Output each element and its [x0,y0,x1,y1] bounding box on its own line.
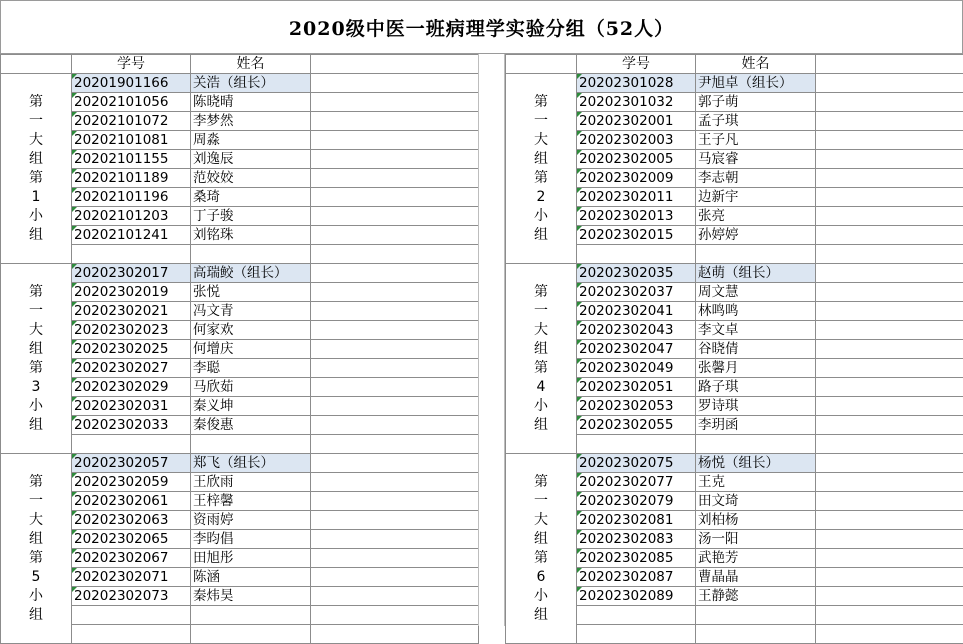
group-label-char: 第 [1,473,71,492]
table-row [1,74,479,93]
student-id-cell[interactable]: 20202302047 [577,340,696,359]
empty-cell[interactable] [311,530,479,549]
table-row [1,530,479,549]
group-label-char: 第 [506,93,576,112]
student-name-cell[interactable]: 李文卓 [696,321,816,340]
student-id-cell[interactable]: 20202302013 [577,207,696,226]
student-id-cell[interactable]: 20202302037 [577,283,696,302]
student-name-cell[interactable]: 张亮 [696,207,816,226]
table-row [1,568,479,587]
empty-cell[interactable] [816,378,963,397]
empty-cell[interactable] [816,511,963,530]
student-id-cell[interactable]: 20202302023 [72,321,191,340]
table-row [1,587,479,606]
empty-cell[interactable] [311,169,479,188]
empty-cell[interactable] [311,511,479,530]
table-row [1,340,479,359]
group-label-char: 组 [506,416,576,435]
student-name-cell[interactable]: 王静懿 [696,587,816,606]
student-id-cell[interactable]: 20202101203 [72,207,191,226]
student-id-cell[interactable]: 20202302051 [577,378,696,397]
student-name-cell[interactable]: 何家欢 [191,321,311,340]
table-row [1,150,479,169]
empty-cell[interactable] [816,473,963,492]
student-id-cell[interactable]: 20202302015 [577,226,696,245]
group-label-char: 一 [506,492,576,511]
student-id-cell[interactable]: 20202302005 [577,150,696,169]
group-label-char: 4 [506,378,576,397]
student-id-cell[interactable]: 20202302075 [577,454,696,473]
empty-cell[interactable] [311,188,479,207]
student-id-cell[interactable]: 20202302017 [72,264,191,283]
student-name-cell[interactable]: 赵萌（组长） [696,264,816,283]
empty-cell[interactable] [311,473,479,492]
group-label-char: 一 [506,302,576,321]
student-name-cell[interactable]: 武艳芳 [696,549,816,568]
group-label-cell[interactable] [506,454,577,644]
student-id-cell[interactable]: 20202302003 [577,131,696,150]
table-row [1,378,479,397]
student-name-cell[interactable]: 何增庆 [191,340,311,359]
empty-cell[interactable] [816,416,963,435]
group-label-char: 5 [1,568,71,587]
student-id-cell[interactable]: 20202101155 [72,150,191,169]
empty-cell[interactable] [311,625,479,644]
student-name-cell[interactable]: 郭子萌 [696,93,816,112]
student-name-cell[interactable]: 桑琦 [191,188,311,207]
student-id-cell[interactable]: 20202302089 [577,587,696,606]
header-row [1,55,479,74]
group-label-char: 组 [506,226,576,245]
group-label-char: 第 [1,93,71,112]
table-row [1,188,479,207]
group-label-char: 第 [1,359,71,378]
student-name-cell[interactable]: 资雨婷 [191,511,311,530]
student-name-cell[interactable]: 刘柏杨 [696,511,816,530]
empty-cell[interactable] [816,606,963,625]
group-label-char: 组 [506,340,576,359]
right-panel [505,54,963,644]
header-id-cell[interactable]: 学号 [577,55,696,74]
group-label-char: 第 [1,283,71,302]
student-id-cell[interactable]: 20202302081 [577,511,696,530]
group-label-cell[interactable] [1,74,72,264]
student-name-cell[interactable]: 周淼 [191,131,311,150]
sheet-title: 2020级中医一班病理学实验分组（52人） [0,0,963,54]
student-id-cell[interactable] [72,245,191,264]
table-row [506,74,963,93]
student-id-cell[interactable]: 20202302025 [72,340,191,359]
group-label-char: 小 [506,207,576,226]
empty-cell[interactable] [311,302,479,321]
student-id-cell[interactable]: 20202101196 [72,188,191,207]
column-gap [478,54,505,626]
group-label-char: 组 [506,606,576,625]
table-row [1,416,479,435]
student-id-cell[interactable]: 20202302059 [72,473,191,492]
group-label-char: 第 [506,473,576,492]
group-label-char: 大 [1,511,71,530]
student-name-cell[interactable]: 李昀倡 [191,530,311,549]
table-row [1,492,479,511]
empty-cell[interactable] [816,568,963,587]
student-name-cell[interactable]: 孟子琪 [696,112,816,131]
table-row [1,549,479,568]
table-row [1,302,479,321]
empty-cell[interactable] [311,378,479,397]
empty-cell[interactable] [311,283,479,302]
student-name-cell[interactable]: 谷晓倩 [696,340,816,359]
group-label-char: 组 [1,416,71,435]
student-id-cell[interactable]: 20202302009 [577,169,696,188]
student-name-cell[interactable]: 马宸睿 [696,150,816,169]
table-row [1,131,479,150]
group-label-cell[interactable] [1,454,72,644]
student-name-cell[interactable]: 罗诗琪 [696,397,816,416]
group-label-char: 大 [1,131,71,150]
student-id-cell[interactable]: 20202302055 [577,416,696,435]
table-row [1,511,479,530]
student-name-cell[interactable]: 李聪 [191,359,311,378]
student-name-cell[interactable]: 马欣茹 [191,378,311,397]
student-id-cell[interactable] [72,625,191,644]
table-row [1,169,479,188]
empty-cell[interactable] [816,587,963,606]
empty-cell[interactable] [311,226,479,245]
empty-cell[interactable] [816,169,963,188]
empty-cell[interactable] [816,397,963,416]
student-name-cell[interactable]: 王子凡 [696,131,816,150]
student-id-cell[interactable]: 20202302021 [72,302,191,321]
student-name-cell[interactable]: 陈涵 [191,568,311,587]
student-name-cell[interactable]: 丁子骏 [191,207,311,226]
table-row [1,264,479,283]
student-name-cell[interactable]: 范姣姣 [191,169,311,188]
student-name-cell[interactable]: 关浩（组长） [191,74,311,93]
group-label-char: 一 [1,492,71,511]
student-name-cell[interactable]: 高瑞鲛（组长） [191,264,311,283]
group-label-char: 第 [506,283,576,302]
student-id-cell[interactable]: 20202302033 [72,416,191,435]
empty-cell[interactable] [311,587,479,606]
student-id-cell[interactable]: 20202302083 [577,530,696,549]
header-blank-cell[interactable] [506,55,577,74]
student-id-cell[interactable] [72,435,191,454]
student-name-cell[interactable]: 李志朝 [696,169,816,188]
student-name-cell[interactable]: 刘铭珠 [191,226,311,245]
student-id-cell[interactable]: 20202302077 [577,473,696,492]
student-id-cell[interactable]: 20202301028 [577,74,696,93]
empty-cell[interactable] [311,112,479,131]
group-label-char: 第 [506,549,576,568]
table-row [1,321,479,340]
group-label-char: 2 [506,188,576,207]
empty-cell[interactable] [816,283,963,302]
student-id-cell[interactable]: 20202101072 [72,112,191,131]
group-label-char: 第 [506,169,576,188]
table-row [1,473,479,492]
student-id-cell[interactable]: 20202302031 [72,397,191,416]
student-name-cell[interactable]: 张悦 [191,283,311,302]
student-id-cell[interactable] [72,606,191,625]
student-id-cell[interactable]: 20202101056 [72,93,191,112]
student-name-cell[interactable]: 秦炜昊 [191,587,311,606]
student-name-cell[interactable]: 周文慧 [696,283,816,302]
empty-cell[interactable] [311,549,479,568]
student-name-cell[interactable]: 汤一阳 [696,530,816,549]
group-label-char: 大 [506,321,576,340]
student-name-cell[interactable] [696,606,816,625]
group-label-char: 1 [1,188,71,207]
student-id-cell[interactable]: 20202302043 [577,321,696,340]
header-name-cell[interactable]: 姓名 [696,55,816,74]
empty-cell[interactable] [311,435,479,454]
student-name-cell[interactable]: 秦义坤 [191,397,311,416]
empty-cell[interactable] [816,454,963,473]
student-name-cell[interactable] [696,625,816,644]
student-id-cell[interactable]: 20202302001 [577,112,696,131]
student-name-cell[interactable]: 路子琪 [696,378,816,397]
student-id-cell[interactable]: 20202302035 [577,264,696,283]
group-label-char: 组 [1,606,71,625]
student-id-cell[interactable]: 20202302063 [72,511,191,530]
table-row [1,283,479,302]
empty-cell[interactable] [816,625,963,644]
student-name-cell[interactable]: 尹旭卓（组长） [696,74,816,93]
table-row [1,454,479,473]
group-label-char: 组 [506,150,576,169]
group-label-char: 小 [1,207,71,226]
student-name-cell[interactable]: 田文琦 [696,492,816,511]
student-id-cell[interactable]: 20202302041 [577,302,696,321]
student-id-cell[interactable]: 20202302073 [72,587,191,606]
table-row [506,264,963,283]
group-label-char: 大 [1,321,71,340]
student-name-cell[interactable]: 陈晓晴 [191,93,311,112]
empty-cell[interactable] [816,188,963,207]
group-label-cell[interactable] [506,264,577,454]
empty-cell[interactable] [816,321,963,340]
empty-cell[interactable] [816,340,963,359]
group-label-char: 一 [1,302,71,321]
empty-cell[interactable] [311,340,479,359]
header-name-cell[interactable]: 姓名 [191,55,311,74]
left-panel [0,54,478,644]
empty-cell[interactable] [816,74,963,93]
student-id-cell[interactable]: 20201901166 [72,74,191,93]
student-name-cell[interactable]: 田旭彤 [191,549,311,568]
empty-cell[interactable] [816,245,963,264]
student-id-cell[interactable]: 20202101241 [72,226,191,245]
student-id-cell[interactable]: 20202302049 [577,359,696,378]
group-label-char: 大 [506,131,576,150]
table-row [1,245,479,264]
group-label-char: 组 [1,530,71,549]
student-name-cell[interactable]: 曹晶晶 [696,568,816,587]
group-label-cell[interactable] [1,264,72,454]
empty-cell[interactable] [311,74,479,93]
student-id-cell[interactable]: 20202302067 [72,549,191,568]
student-name-cell[interactable] [696,245,816,264]
student-id-cell[interactable] [577,245,696,264]
group-label-char: 3 [1,378,71,397]
student-name-cell[interactable] [696,435,816,454]
empty-cell[interactable] [311,454,479,473]
student-name-cell[interactable] [191,245,311,264]
group-label-char: 6 [506,568,576,587]
table-row [1,93,479,112]
student-name-cell[interactable]: 王梓馨 [191,492,311,511]
student-name-cell[interactable] [191,606,311,625]
table-row [1,226,479,245]
empty-cell[interactable] [311,321,479,340]
empty-cell[interactable] [816,492,963,511]
header-blank-cell[interactable] [1,55,72,74]
group-label-char: 小 [506,397,576,416]
empty-cell[interactable] [311,207,479,226]
student-id-cell[interactable]: 20202302029 [72,378,191,397]
empty-cell[interactable] [311,131,479,150]
empty-cell[interactable] [816,549,963,568]
empty-cell[interactable] [816,264,963,283]
student-id-cell[interactable]: 20202302085 [577,549,696,568]
student-id-cell[interactable]: 20202302087 [577,568,696,587]
right-group-table [505,54,963,644]
student-id-cell[interactable]: 20202302019 [72,283,191,302]
student-id-cell[interactable]: 20202302079 [577,492,696,511]
student-name-cell[interactable]: 冯文青 [191,302,311,321]
table-row [1,359,479,378]
group-label-char: 一 [1,112,71,131]
empty-cell[interactable] [311,245,479,264]
student-name-cell[interactable]: 王克 [696,473,816,492]
group-label-char: 组 [1,226,71,245]
student-name-cell[interactable]: 秦俊惠 [191,416,311,435]
empty-cell[interactable] [311,568,479,587]
empty-cell[interactable] [816,302,963,321]
student-id-cell[interactable]: 20202302027 [72,359,191,378]
student-id-cell[interactable]: 20202301032 [577,93,696,112]
empty-cell[interactable] [816,359,963,378]
student-id-cell[interactable] [577,625,696,644]
student-name-cell[interactable] [191,625,311,644]
student-name-cell[interactable]: 孙婷婷 [696,226,816,245]
student-name-cell[interactable]: 张馨月 [696,359,816,378]
empty-cell[interactable] [816,93,963,112]
student-id-cell[interactable]: 20202302071 [72,568,191,587]
header-extra-cell[interactable] [311,55,479,74]
student-id-cell[interactable]: 20202302061 [72,492,191,511]
header-id-cell[interactable]: 学号 [72,55,191,74]
left-group-table [0,54,479,644]
table-row [1,397,479,416]
empty-cell[interactable] [311,416,479,435]
student-name-cell[interactable]: 李玥函 [696,416,816,435]
student-name-cell[interactable]: 刘逸辰 [191,150,311,169]
table-row [1,435,479,454]
student-id-cell[interactable]: 20202101081 [72,131,191,150]
empty-cell[interactable] [311,606,479,625]
student-id-cell[interactable]: 20202302057 [72,454,191,473]
student-name-cell[interactable] [191,435,311,454]
empty-cell[interactable] [311,359,479,378]
group-label-char: 组 [1,340,71,359]
empty-cell[interactable] [311,397,479,416]
group-label-char: 第 [1,549,71,568]
table-row [506,454,963,473]
student-name-cell[interactable]: 郑飞（组长） [191,454,311,473]
group-label-char: 小 [506,587,576,606]
empty-cell[interactable] [816,226,963,245]
empty-cell[interactable] [816,150,963,169]
student-id-cell[interactable] [577,606,696,625]
group-label-char: 一 [506,112,576,131]
empty-cell[interactable] [816,131,963,150]
empty-cell[interactable] [311,150,479,169]
table-row [1,625,479,644]
empty-cell[interactable] [311,93,479,112]
student-id-cell[interactable]: 20202302065 [72,530,191,549]
table-row [1,207,479,226]
empty-cell[interactable] [816,435,963,454]
student-id-cell[interactable]: 20202101189 [72,169,191,188]
table-row [1,606,479,625]
empty-cell[interactable] [816,207,963,226]
student-name-cell[interactable]: 边新宇 [696,188,816,207]
empty-cell[interactable] [311,492,479,511]
group-label-char: 小 [1,397,71,416]
group-label-char: 小 [1,587,71,606]
group-label-char: 第 [1,169,71,188]
empty-cell[interactable] [816,112,963,131]
group-label-char: 大 [506,511,576,530]
student-id-cell[interactable]: 20202302011 [577,188,696,207]
student-name-cell[interactable]: 王欣雨 [191,473,311,492]
student-id-cell[interactable] [577,435,696,454]
group-label-cell[interactable] [506,74,577,264]
group-label-char: 第 [506,359,576,378]
student-name-cell[interactable]: 林鸣鸣 [696,302,816,321]
header-row [506,55,963,74]
group-label-char: 组 [1,150,71,169]
empty-cell[interactable] [816,530,963,549]
group-label-char: 组 [506,530,576,549]
student-name-cell[interactable]: 李梦然 [191,112,311,131]
table-row [1,112,479,131]
empty-cell[interactable] [311,264,479,283]
student-id-cell[interactable]: 20202302053 [577,397,696,416]
student-name-cell[interactable]: 杨悦（组长） [696,454,816,473]
header-extra-cell[interactable] [816,55,963,74]
